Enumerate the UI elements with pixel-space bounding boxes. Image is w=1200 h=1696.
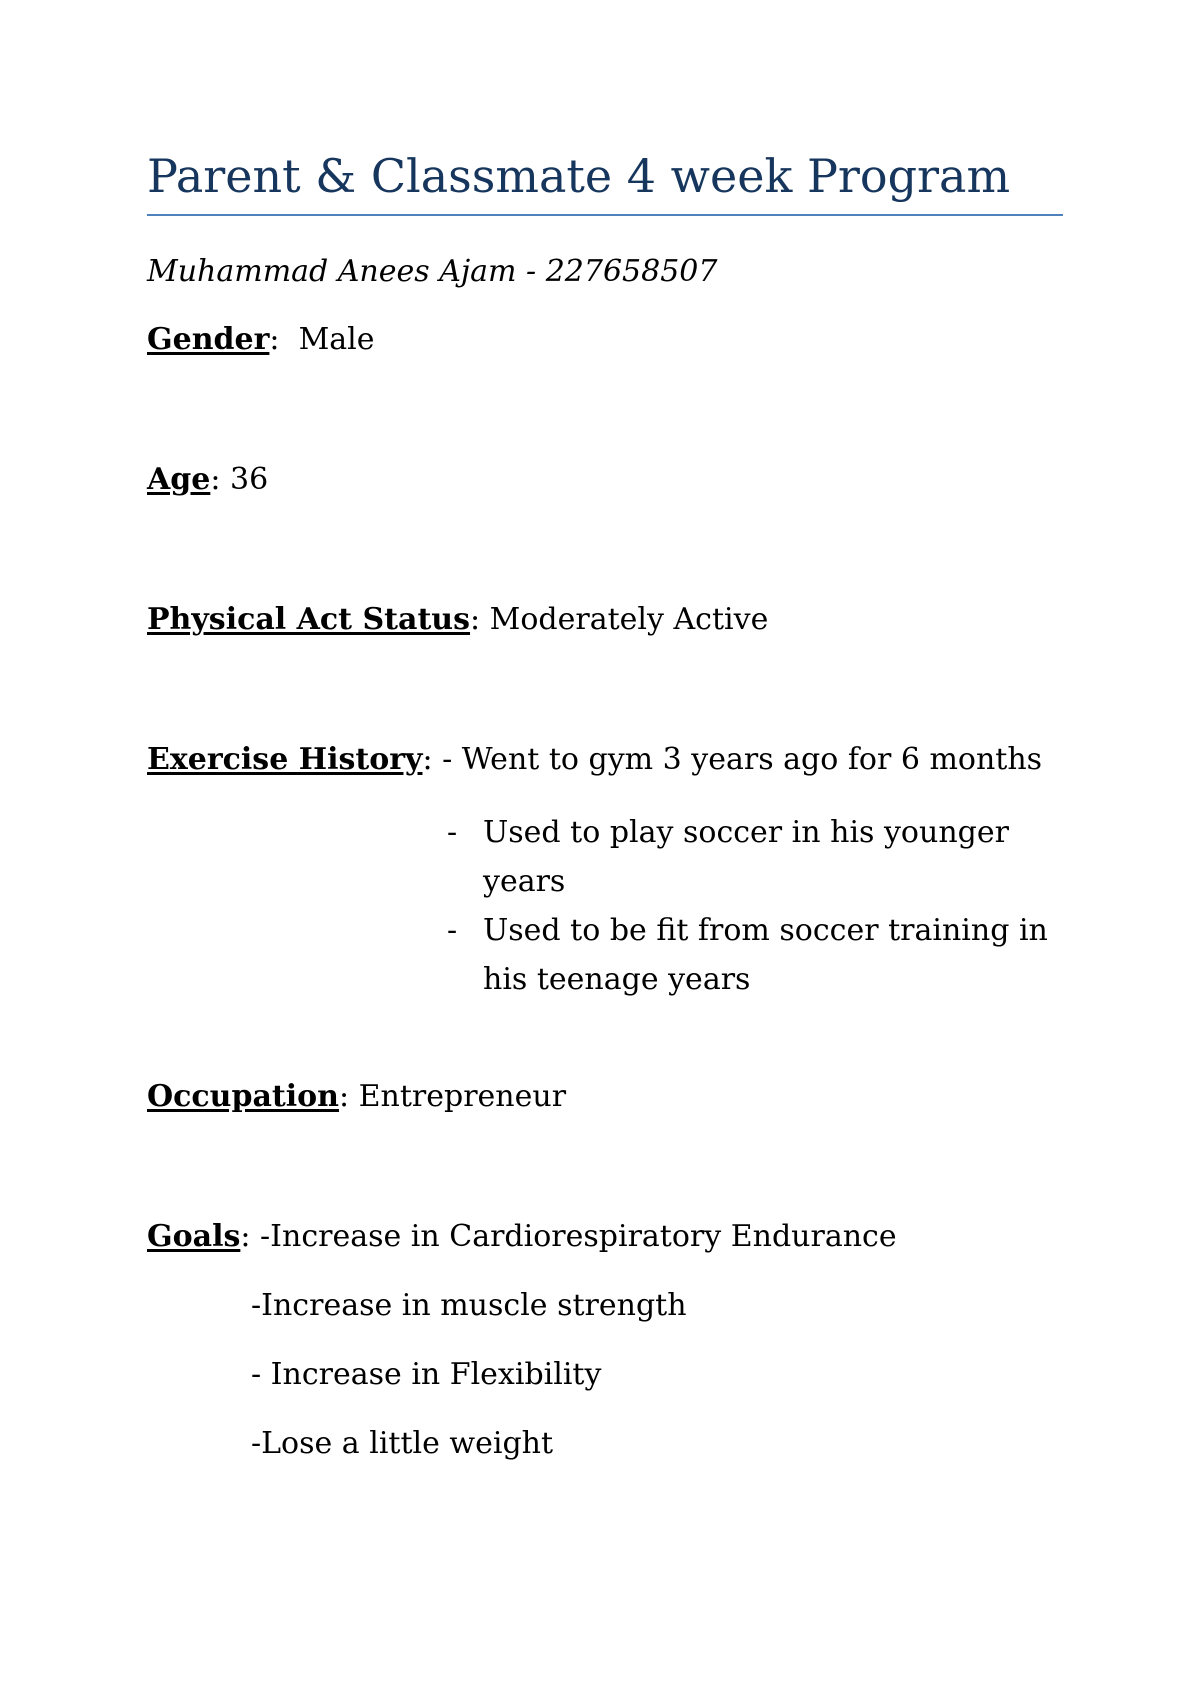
goals-label: Goals [147, 1219, 241, 1254]
exercise-history-label: Exercise History [147, 742, 423, 777]
physical-act-status-label: Physical Act Status [147, 602, 470, 637]
physical-act-status-value: Moderately Active [489, 602, 769, 637]
age-value: 36 [230, 462, 269, 497]
age-label: Age [147, 462, 211, 497]
exercise-history-separator: : [422, 742, 443, 777]
goals-first-item: -Increase in Cardiorespiratory Endurance [260, 1219, 897, 1254]
dash-bullet: - [447, 815, 458, 850]
title-underline-rule [147, 214, 1063, 216]
gender-value: Male [298, 322, 375, 357]
exercise-history-item-text: Used to be fit from soccer training in his teenage years [483, 913, 1048, 997]
occupation-label: Occupation [147, 1079, 339, 1114]
age-field [147, 460, 268, 500]
exercise-history-list [447, 808, 1067, 1004]
gender-field [147, 320, 375, 360]
goal-item: -Increase in muscle strength [251, 1288, 687, 1323]
list-item [447, 808, 1067, 906]
occupation-value: Entrepreneur [358, 1079, 567, 1114]
exercise-history-field [147, 740, 1042, 780]
occupation-separator: : [338, 1079, 359, 1114]
goal-item: -Lose a little weight [251, 1426, 554, 1461]
list-item [447, 906, 1067, 1004]
gender-label: Gender [147, 322, 270, 357]
author-line: Muhammad Anees Ajam - 227658507 [147, 254, 718, 289]
gender-separator: : [269, 322, 299, 357]
exercise-history-first-item: - Went to gym 3 years ago for 6 months [442, 742, 1043, 777]
physical-act-status-field [147, 600, 768, 640]
occupation-field [147, 1077, 566, 1117]
goals-field [147, 1217, 897, 1257]
exercise-history-item-text: Used to play soccer in his younger years [483, 815, 1009, 899]
goals-separator: : [240, 1219, 261, 1254]
age-separator: : [210, 462, 230, 497]
goal-item: - Increase in Flexibility [251, 1357, 602, 1392]
document-title: Parent & Classmate 4 week Program [147, 149, 1011, 203]
dash-bullet: - [447, 913, 458, 948]
physical-act-status-separator: : [470, 602, 490, 637]
